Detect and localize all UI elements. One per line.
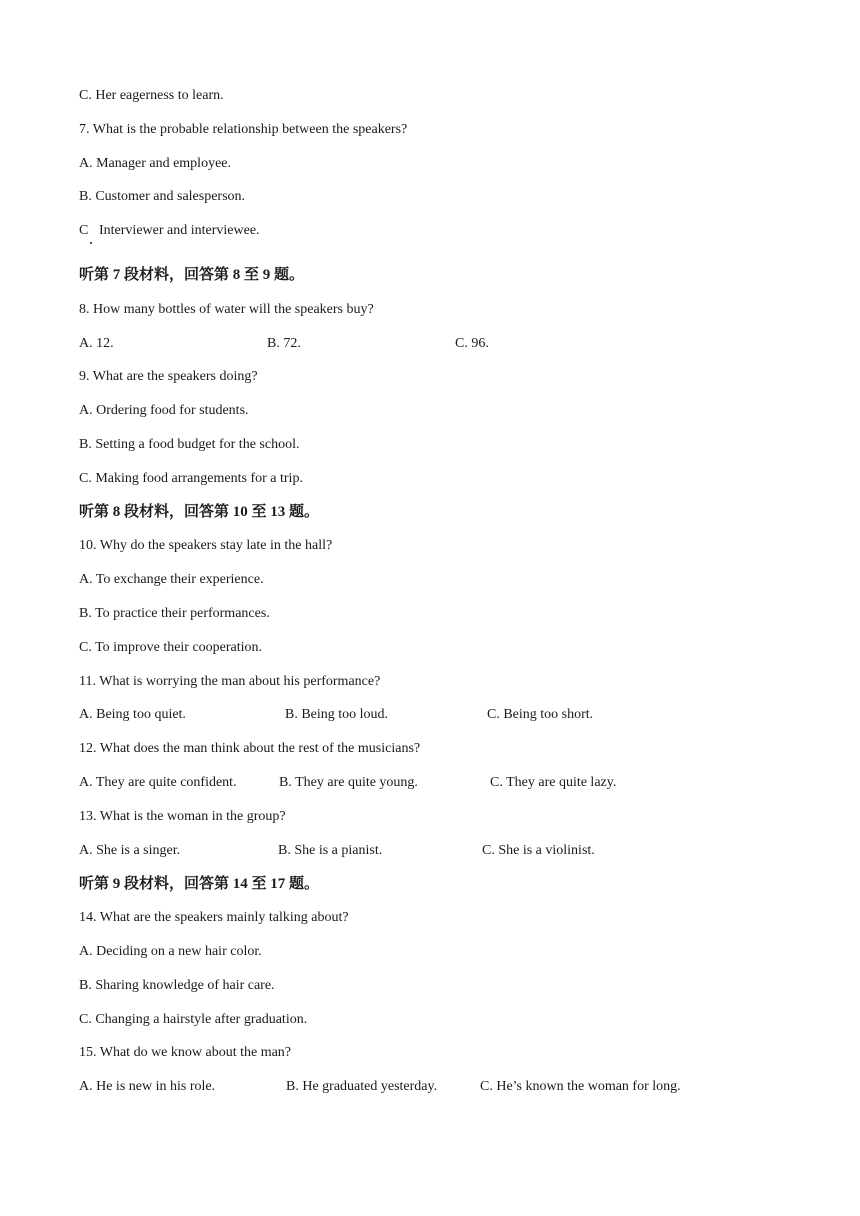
q15-option-a: A. He is new in his role. [79,1079,216,1094]
q14-option-c: C. Changing a hairstyle after graduation. [79,1012,308,1027]
q10-option-b: B. To practice their performances. [79,606,270,621]
q14-option-a: A. Deciding on a new hair color. [79,944,262,959]
q7-option-c-dot [90,242,92,244]
q9-option-a: A. Ordering food for students. [79,403,249,418]
q13-option-b: B. She is a pianist. [278,843,383,858]
q15-question: 15. What do we know about the man? [79,1045,292,1060]
q11-option-b: B. Being too loud. [285,707,389,722]
q11-option-a: A. Being too quiet. [79,707,186,722]
q7-question: 7. What is the probable relationship between the speakers? [79,122,408,137]
q15-option-b: B. He graduated yesterday. [286,1079,438,1094]
q12-option-b: B. They are quite young. [279,775,418,790]
q7-option-b: B. Customer and salesperson. [79,189,246,204]
q8-option-c: C. 96. [455,336,489,351]
q13-question: 13. What is the woman in the group? [79,809,286,824]
q9-option-c: C. Making food arrangements for a trip. [79,471,303,486]
q11-option-c: C. Being too short. [487,707,594,722]
q13-option-c: C. She is a violinist. [482,843,595,858]
q13-option-a: A. She is a singer. [79,843,181,858]
q8-option-b: B. 72. [267,336,301,351]
section7-heading: 听第 7 段材料，回答第 8 至 9 题。 [79,267,305,283]
q10-option-c: C. To improve their cooperation. [79,640,263,655]
q14-question: 14. What are the speakers mainly talking about? [79,910,349,925]
q7-option-a: A. Manager and employee. [79,156,231,171]
q10-option-a: A. To exchange their experience. [79,572,264,587]
q6-option-c: C. Her eagerness to learn. [79,88,224,103]
section8-heading: 听第 8 段材料，回答第 10 至 13 题。 [79,504,320,520]
q12-option-a: A. They are quite confident. [79,775,237,790]
q8-question: 8. How many bottles of water will the speakers buy? [79,302,374,317]
q11-question: 11. What is worrying the man about his performance? [79,674,381,689]
q12-option-c: C. They are quite lazy. [490,775,617,790]
q10-question: 10. Why do the speakers stay late in the hall? [79,538,333,553]
q12-question: 12. What does the man think about the rest of the musicians? [79,741,421,756]
q14-option-b: B. Sharing knowledge of hair care. [79,978,275,993]
section9-heading: 听第 9 段材料，回答第 14 至 17 题。 [79,876,320,892]
q9-question: 9. What are the speakers doing? [79,369,258,384]
q9-option-b: B. Setting a food budget for the school. [79,437,300,452]
q15-option-c: C. He’s known the woman for long. [480,1079,681,1094]
q7-option-c-letter: C [79,223,89,238]
q8-option-a: A. 12. [79,336,114,351]
q7-option-c-text: Interviewer and interviewee. [99,223,260,238]
